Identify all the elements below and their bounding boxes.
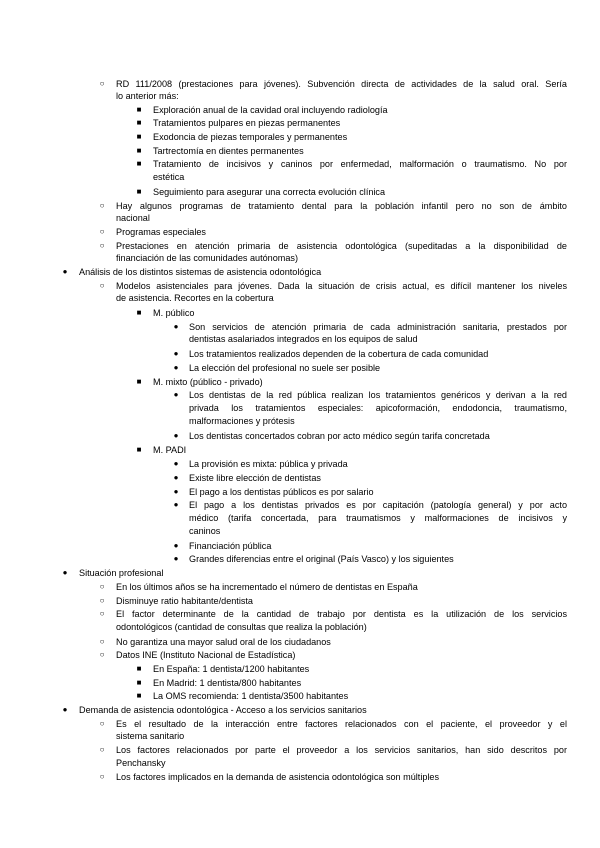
list-item: La OMS recomienda: 1 dentista/3500 habitantes <box>153 691 349 701</box>
bullet-level2: ○ <box>99 201 105 210</box>
bullet-level3: ■ <box>136 187 142 196</box>
list-item: Es el resultado de la interacción entre factores relacionados con el paciente, el proveedor y el <box>116 719 567 729</box>
bullet-level1: ● <box>62 705 68 714</box>
subsection-label: M. público <box>153 308 195 318</box>
bullet-level2: ○ <box>99 281 105 290</box>
list-item-continuation: caninos <box>189 526 221 536</box>
bullet-level2: ○ <box>99 637 105 646</box>
bullet-level1: ● <box>62 568 68 577</box>
list-item: En España: 1 dentista/1200 habitantes <box>153 664 310 674</box>
bullet-level3: ■ <box>136 377 142 386</box>
list-item-continuation: lo anterior más: <box>116 91 179 101</box>
list-item: En Madrid: 1 dentista/800 habitantes <box>153 678 302 688</box>
list-item: Exploración anual de la cavidad oral incluyendo radiología <box>153 105 388 115</box>
bullet-level2: ○ <box>99 227 105 236</box>
bullet-level2: ○ <box>99 772 105 781</box>
list-item: Modelos asistenciales para jóvenes. Dada la situación de crisis actual, es difícil mantener los niveles <box>116 281 567 291</box>
list-item-continuation: nacional <box>116 213 150 223</box>
bullet-level4: ● <box>173 431 179 440</box>
bullet-level4: ● <box>173 473 179 482</box>
list-item: Tratamientos pulpares en piezas permanentes <box>153 118 341 128</box>
list-item: Datos INE (Instituto Nacional de Estadística) <box>116 650 296 660</box>
bullet-level3: ■ <box>136 118 142 127</box>
list-item-continuation: Penchansky <box>116 758 166 768</box>
bullet-level2: ○ <box>99 241 105 250</box>
bullet-level2: ○ <box>99 745 105 754</box>
list-item-continuation: financiación de las comunidades autónomas) <box>116 253 298 263</box>
list-item: Programas especiales <box>116 227 206 237</box>
bullet-level2: ○ <box>99 719 105 728</box>
list-item: Existe libre elección de dentistas <box>189 473 321 483</box>
bullet-level3: ■ <box>136 691 142 700</box>
list-item-continuation: odontológicos (cantidad de consultas que realiza la población) <box>116 622 367 632</box>
list-item: Los dentistas concertados cobran por acto médico según tarifa concretada <box>189 431 490 441</box>
list-item-continuation: estética <box>153 172 185 182</box>
list-item-continuation: privada los tratamientos especiales: apicoformación, endodoncia, traumatismo, <box>189 403 567 413</box>
list-item-continuation: dentistas asalariados integrados en los equipos de salud <box>189 334 418 344</box>
section-heading: Demanda de asistencia odontológica - Acceso a los servicios sanitarios <box>79 705 367 715</box>
subsection-label: M. mixto (público - privado) <box>153 377 263 387</box>
bullet-level2: ○ <box>99 79 105 88</box>
list-item: Tratamiento de incisivos y caninos por enfermedad, malformación o traumatismo. No por <box>153 159 567 169</box>
bullet-level3: ■ <box>136 664 142 673</box>
bullet-level4: ● <box>173 363 179 372</box>
bullet-level3: ■ <box>136 105 142 114</box>
list-item: Prestaciones en atención primaria de asistencia odontológica (supeditadas a la disponibilidad de <box>116 241 567 251</box>
bullet-level3: ■ <box>136 308 142 317</box>
list-item: Exodoncia de piezas temporales y permanentes <box>153 132 348 142</box>
section-heading: Situación profesional <box>79 568 164 578</box>
bullet-level4: ● <box>173 322 179 331</box>
bullet-level4: ● <box>173 459 179 468</box>
section-heading: Análisis de los distintos sistemas de asistencia odontológica <box>79 267 322 277</box>
list-item: Disminuye ratio habitante/dentista <box>116 596 253 606</box>
bullet-level4: ● <box>173 390 179 399</box>
list-item: Son servicios de atención primaria de cada administración sanitaria, prestados por <box>189 322 567 332</box>
bullet-level2: ○ <box>99 582 105 591</box>
bullet-level3: ■ <box>136 445 142 454</box>
bullet-level4: ● <box>173 487 179 496</box>
list-item: Financiación pública <box>189 541 272 551</box>
list-item: RD 111/2008 (prestaciones para jóvenes). Subvención directa de actividades de la salud oral. Sería <box>116 79 567 89</box>
bullet-level2: ○ <box>99 596 105 605</box>
list-item: Los dentistas de la red pública realizan los tratamientos genéricos y derivan a la red <box>189 390 567 400</box>
list-item: Hay algunos programas de tratamiento dental para la población infantil pero no son de ámbito <box>116 201 567 211</box>
bullet-level3: ■ <box>136 678 142 687</box>
bullet-level4: ● <box>173 349 179 358</box>
list-item: El factor determinante de la cantidad de trabajo por dentista es la utilización de los servicios <box>116 609 567 619</box>
list-item: Tartrectomía en dientes permanentes <box>153 146 304 156</box>
bullet-level4: ● <box>173 500 179 509</box>
subsection-label: M. PADI <box>153 445 187 455</box>
list-item: No garantiza una mayor salud oral de los ciudadanos <box>116 637 331 647</box>
list-item: El pago a los dentistas privados es por capitación (patología general) y por acto <box>189 500 567 510</box>
bullet-level3: ■ <box>136 146 142 155</box>
list-item: El pago a los dentistas públicos es por salario <box>189 487 374 497</box>
bullet-level1: ● <box>62 267 68 276</box>
list-item-continuation: malformaciones y prótesis <box>189 416 295 426</box>
list-item-continuation: médico (tarifa concertada, para traumatismos y malformaciones de incisivos y <box>189 513 567 523</box>
list-item: En los últimos años se ha incrementado el número de dentistas en España <box>116 582 418 592</box>
bullet-level4: ● <box>173 554 179 563</box>
bullet-level4: ● <box>173 541 179 550</box>
bullet-level3: ■ <box>136 159 142 168</box>
list-item: Seguimiento para asegurar una correcta evolución clínica <box>153 187 386 197</box>
list-item: Grandes diferencias entre el original (País Vasco) y los siguientes <box>189 554 454 564</box>
bullet-level2: ○ <box>99 650 105 659</box>
bullet-level3: ■ <box>136 132 142 141</box>
bullet-level2: ○ <box>99 609 105 618</box>
list-item-continuation: sistema sanitario <box>116 731 185 741</box>
list-item-continuation: de asistencia. Recortes en la cobertura <box>116 293 274 303</box>
list-item: Los factores relacionados por parte el proveedor a los servicios sanitarios, han sido descritos por <box>116 745 567 755</box>
list-item: La provisión es mixta: pública y privada <box>189 459 348 469</box>
list-item: Los factores implicados en la demanda de asistencia odontológica son múltiples <box>116 772 440 782</box>
list-item: La elección del profesional no suele ser posible <box>189 363 381 373</box>
list-item: Los tratamientos realizados dependen de la cobertura de cada comunidad <box>189 349 489 359</box>
